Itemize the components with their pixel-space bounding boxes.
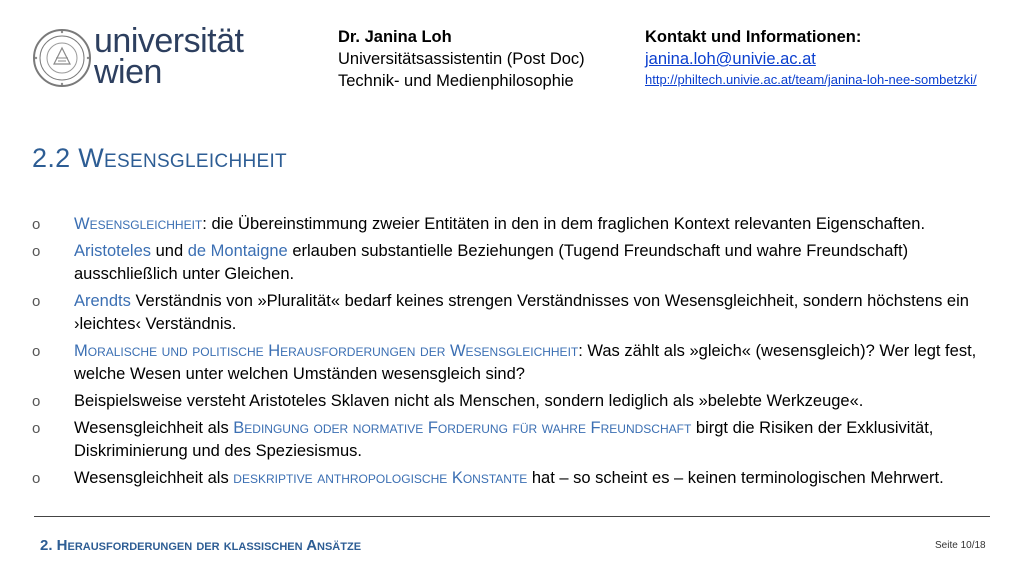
bullet-marker-icon: o (32, 293, 41, 310)
term-deskriptive-konstante: deskriptive anthropologische Konstante (233, 469, 528, 487)
name-arendts: Arendts (74, 292, 131, 310)
bullet-marker-icon: o (32, 243, 41, 260)
bullet-item (30, 340, 1000, 386)
contact-block (645, 26, 977, 90)
term-herausforderungen: Moralische und politische Herausforderungen der Wesensgleichheit (74, 342, 579, 360)
term-bedingung: Bedingung oder normative Forderung für wahre Freundschaft (233, 419, 692, 437)
logo-line-1: universität (94, 22, 244, 60)
footer-section-title: 2. Herausforderungen der klassischen Ansätze (40, 537, 362, 554)
author-block (338, 26, 585, 92)
bullet-marker-icon: o (32, 420, 41, 437)
bullet-text: hat – so scheint es – keinen terminologischen Mehrwert. (527, 469, 944, 487)
term-wesensgleichheit: Wesensgleichheit (74, 215, 203, 233)
author-role: Universitätsassistentin (Post Doc) (338, 50, 585, 68)
page-number: Seite 10/18 (935, 540, 986, 551)
bullet-marker-icon: o (32, 393, 41, 410)
bullet-text: birgt die Risiken der Exklusivität, Diskriminierung und des Speziesismus. (74, 419, 934, 460)
bullet-text: und (151, 242, 188, 260)
bullet-text: Wesensgleichheit als (74, 419, 234, 437)
contact-heading: Kontakt und Informationen: (645, 28, 862, 46)
bullet-text: Verständnis von »Pluralität« bedarf keines strengen Verständnisses von Wesensgleichheit, sondern höchstens ein ›leichtes‹ Verständnis. (74, 292, 969, 333)
bullet-text: erlauben substantielle Beziehungen (Tugend Freundschaft und wahre Freundschaft) ausschließlich unter Gleichen. (74, 242, 909, 283)
bullet-item (30, 390, 1000, 413)
university-seal-icon (32, 28, 92, 88)
bullet-marker-icon: o (32, 216, 41, 233)
bullet-item (30, 213, 1000, 236)
slide-title: 2.2 Wesensgleichheit (32, 143, 287, 173)
bullet-text: : Was zählt als »gleich« (wesensgleich)? Wer legt fest, welche Wesen unter welchen Umständen wesensgleich sind? (74, 342, 977, 383)
name-aristoteles: Aristoteles (74, 242, 152, 260)
website-link[interactable]: http://philtech.univie.ac.at/team/janina-loh-nee-sombetzki/ (645, 72, 977, 87)
name-de-montaigne: de Montaigne (187, 242, 288, 260)
bullet-list (30, 213, 1000, 494)
footer-divider (34, 516, 990, 517)
email-link[interactable]: janina.loh@univie.ac.at (645, 50, 816, 68)
bullet-text: Wesensgleichheit als (74, 469, 234, 487)
author-field: Technik- und Medienphilosophie (338, 72, 574, 90)
bullet-text: : die Übereinstimmung zweier Entitäten in den in dem fraglichen Kontext relevanten Eigenschaften. (202, 215, 926, 233)
logo-wordmark (94, 22, 244, 91)
bullet-marker-icon: o (32, 470, 41, 487)
bullet-text: Beispielsweise versteht Aristoteles Sklaven nicht als Menschen, sondern lediglich als »belebte Werkzeuge«. (74, 392, 864, 410)
bullet-marker-icon: o (32, 343, 41, 360)
logo-line-2: wien (94, 53, 162, 91)
bullet-item (30, 290, 1000, 336)
bullet-item (30, 240, 1000, 286)
university-logo (32, 22, 244, 94)
bullet-item (30, 417, 1000, 463)
bullet-item (30, 467, 1000, 490)
author-name: Dr. Janina Loh (338, 28, 452, 46)
